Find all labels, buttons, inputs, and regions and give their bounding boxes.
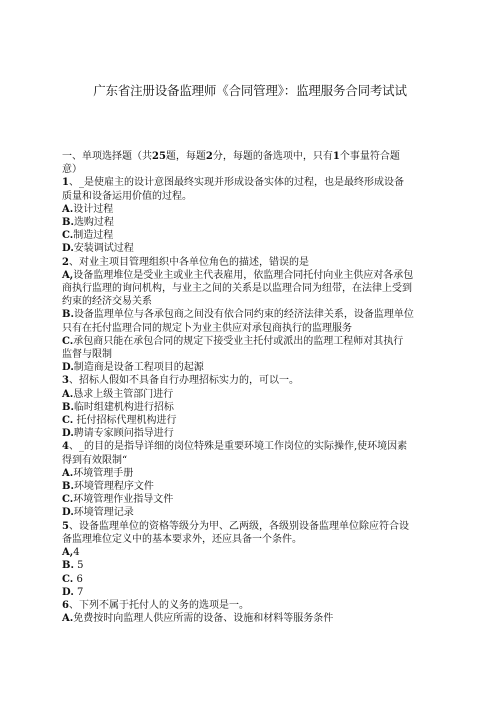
option-text: 承包商只能在承包合同的规定下接受业主托付或派出的监理工程师对其执行 — [73, 335, 404, 347]
option-item — [62, 361, 422, 374]
option-item — [62, 388, 422, 401]
question-stem — [62, 520, 422, 533]
question-stem-text: 、_的目的是指导详细的岗位特殊是重要环境工作岗位的实际操作,使环境因素 — [68, 441, 408, 453]
option-item-cont — [62, 322, 422, 335]
option-key: D. — [62, 243, 74, 255]
option-key: D. — [62, 507, 74, 519]
option-text: 设备监理堆位是受业主或业主代表雇用，依监理合同托付向业主供应对各承包 — [73, 269, 414, 281]
option-key: B. — [62, 560, 74, 572]
question-stem — [62, 599, 422, 612]
option-item — [62, 427, 422, 440]
option-item — [62, 573, 422, 586]
option-item — [62, 269, 422, 282]
question-list — [62, 176, 422, 625]
option-key: C. — [62, 415, 74, 427]
option-key: C. — [62, 573, 74, 585]
option-item — [62, 229, 422, 242]
option-item — [62, 335, 422, 348]
option-text: 免费按时向监理人供应所需的设备、设施和材料等服务条件 — [73, 613, 334, 625]
document-body — [62, 150, 422, 625]
question-number: 3 — [62, 375, 69, 387]
question-stem-text: 、下列不属于托付人的义务的选项是一。 — [68, 599, 249, 611]
option-key: D. — [62, 428, 74, 440]
option-text: 聘请专家顾问指导进行 — [73, 428, 174, 440]
option-text: 设计过程 — [73, 203, 114, 215]
option-key: A. — [62, 388, 74, 400]
option-item — [62, 414, 422, 427]
option-item-cont — [62, 295, 422, 308]
option-key: C. — [62, 335, 74, 347]
question-number: 1 — [62, 177, 69, 189]
option-key: D. — [62, 362, 74, 374]
option-key: B. — [62, 309, 74, 321]
option-item — [62, 559, 422, 572]
option-key: A, — [62, 547, 74, 559]
option-item — [62, 467, 422, 480]
question-stem-text: 、招标人假如不具备自行办理招标实力的，可以一。 — [68, 375, 299, 387]
question-number: 5 — [62, 520, 69, 532]
option-key: A. — [62, 203, 74, 215]
option-text: 商执行监理的询问机构，与业主之间的关系是以监理合同为纽带，在法律上受到 — [62, 283, 412, 295]
option-item — [62, 493, 422, 506]
option-item — [62, 586, 422, 599]
option-item — [62, 480, 422, 493]
question-stem-cont — [62, 533, 422, 546]
option-text: 制造商是设备工程项目的起源 — [73, 362, 204, 374]
section-heading-cont: 意） — [62, 164, 82, 176]
option-item-cont — [62, 282, 422, 295]
option-text: 设备监理单位与各承包商之间没有依合同约束的经济法律关系，设备监理单位 — [73, 309, 414, 321]
question-stem-text: 质量和设备运用价值的过程。 — [62, 190, 192, 202]
question-stem — [62, 374, 422, 387]
section-heading: 一、单项选择题（共25题，每题2分，每题的备选项中，只有1个事量符合题 — [62, 151, 400, 162]
option-text: 安装调试过程 — [73, 243, 134, 255]
option-key: B. — [62, 217, 74, 229]
question-number: 6 — [62, 599, 69, 611]
option-item — [62, 546, 422, 559]
question-stem — [62, 440, 422, 453]
option-text: 7 — [73, 586, 84, 598]
option-item — [62, 308, 422, 321]
option-text: 环境管理手册 — [73, 467, 134, 479]
option-key: C. — [62, 230, 74, 242]
option-item — [62, 401, 422, 414]
option-key: A. — [62, 467, 74, 479]
option-text: 托付招标代理机构进行 — [73, 415, 177, 427]
option-item — [62, 203, 422, 216]
option-key: B. — [62, 481, 74, 493]
option-item — [62, 506, 422, 519]
question-stem-text: 备监理堆位定义中的基本要求外，还应具备一个条件。 — [62, 533, 302, 545]
option-text: 制造过程 — [73, 230, 114, 242]
option-text: 环境管理记录 — [73, 507, 134, 519]
option-text: 临时组建机构进行招标 — [73, 401, 174, 413]
option-item-cont — [62, 348, 422, 361]
option-text: 4 — [73, 547, 80, 559]
option-text: 环境管理作业指导文件 — [73, 494, 174, 506]
document-title: 广东省注册设备监理师《合同管理》：监理服务合同考试试 — [93, 83, 407, 98]
question-stem-text: 、_是使雇主的设计意图最终实现并形成设备实体的过程，也是最终形成设备 — [68, 177, 404, 189]
question-number: 4 — [62, 441, 69, 453]
option-text: 6 — [73, 573, 83, 585]
option-item — [62, 612, 422, 625]
option-key: C. — [62, 494, 74, 506]
option-text: 选购过程 — [73, 217, 114, 229]
option-key: A. — [62, 613, 74, 625]
question-stem-text: 、对业主项目管理组织中各单位角色的描述，错误的是 — [68, 256, 309, 268]
question-stem — [62, 176, 422, 189]
question-stem-cont — [62, 454, 422, 467]
option-text: 监督与限制 — [62, 349, 112, 361]
option-text: 环境管理程序文件 — [73, 481, 154, 493]
option-item — [62, 216, 422, 229]
option-text: 只有在托付监理合同的规定卜为业主供应对承包商执行的监理服务 — [62, 322, 352, 334]
option-key: A, — [62, 269, 74, 281]
question-stem-cont — [62, 190, 422, 203]
question-stem — [62, 256, 422, 269]
question-stem-text: 、设备监理单位的资格等级分为甲、乙两级，各级别设备监理单位除应符合设 — [68, 520, 409, 532]
option-text: 5 — [73, 560, 84, 572]
option-key: B. — [62, 401, 74, 413]
option-text: 约束的经济交易关系 — [62, 296, 152, 308]
question-number: 2 — [62, 256, 69, 268]
option-text: 恳求上级主管部门进行 — [73, 388, 174, 400]
question-stem-text: 得到有效限制“ — [62, 454, 128, 466]
option-key: D. — [62, 586, 74, 598]
option-item — [62, 242, 422, 255]
